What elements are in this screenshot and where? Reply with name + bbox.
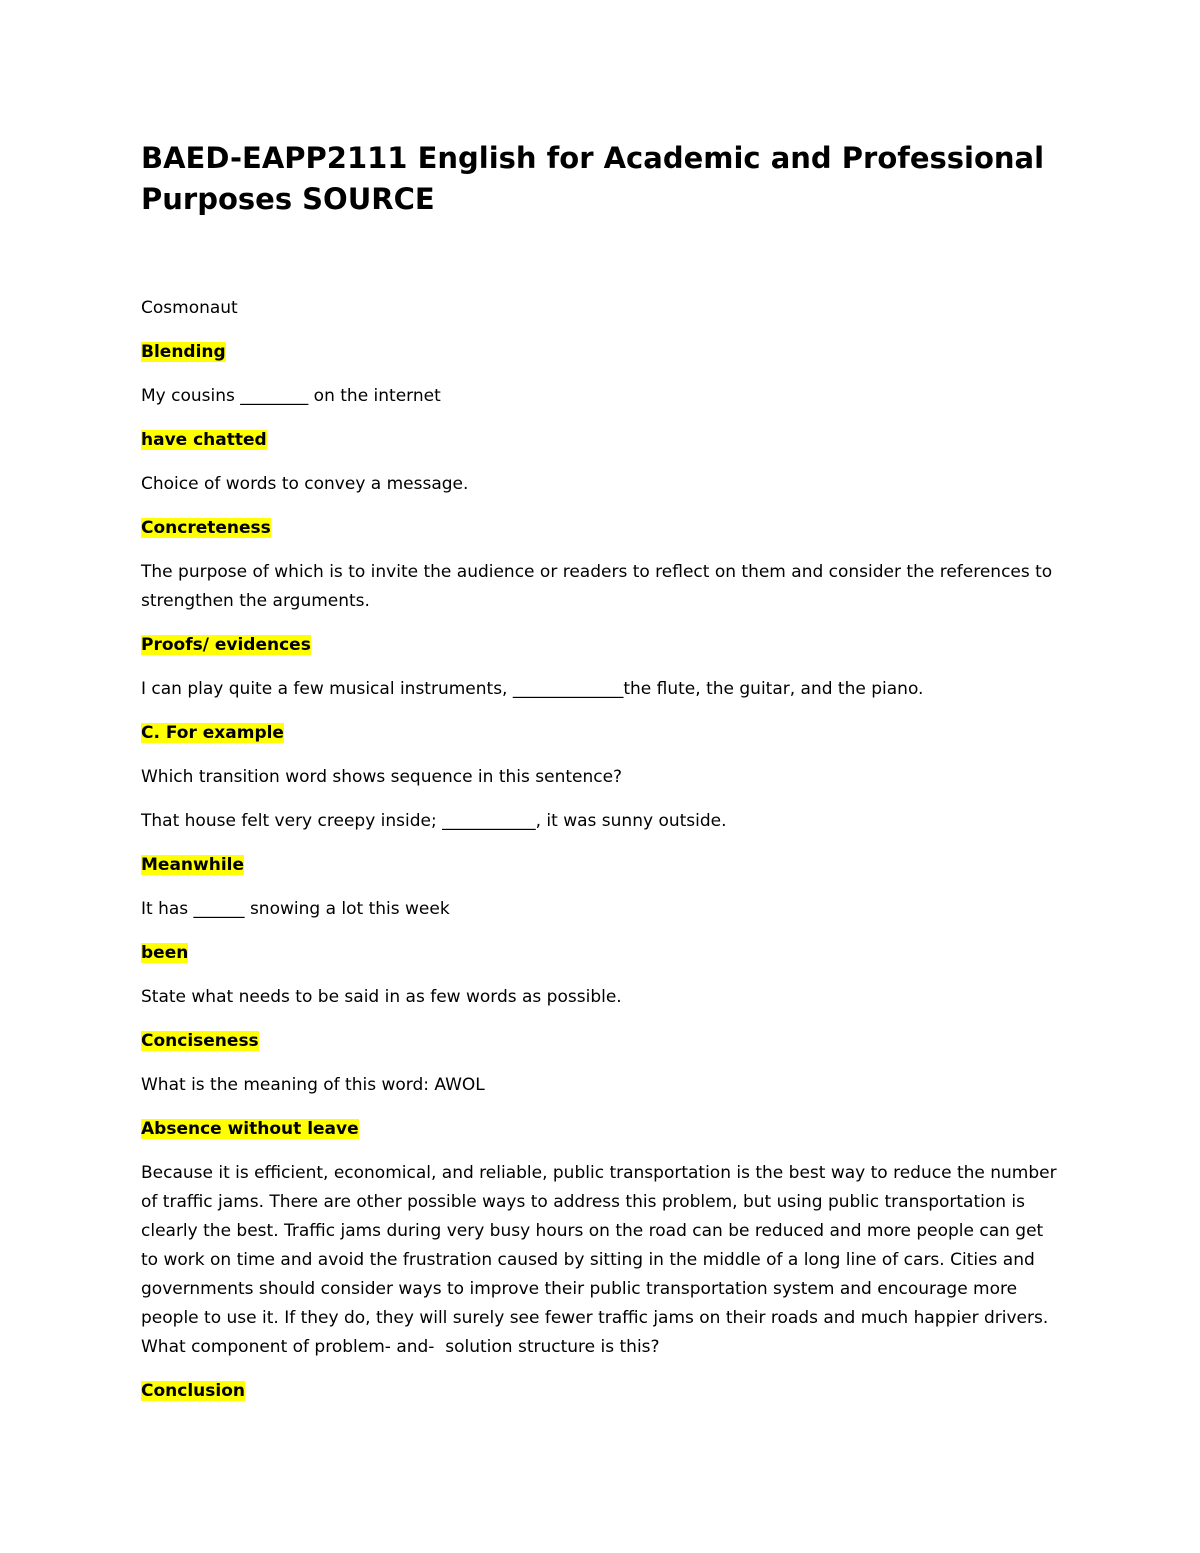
question-text: Because it is efficient, economical, and reliable, public transportation is the best way to reduce the number of traffic jams. There are other possible ways to address this problem, but using public transportation is clearly the best. Traffic jams during very busy hours on the road can be reduced and more people can get to work on time and avoid the frustration caused by sitting in the middle of a long line of cars. Cities and governments should consider ways to improve their public transportation system and encourage more people to use it. If they do, they will surely see fewer traffic jams on their roads and much happier drivers. What component of problem- and- solution structure is this? bbox=[141, 1163, 1063, 1357]
answer-highlight: Absence without leave bbox=[141, 1119, 359, 1139]
document-page bbox=[141, 138, 1061, 1421]
question-text: I can play quite a few musical instruments, _____________the flute, the guitar, and the piano. bbox=[141, 679, 924, 699]
answer-highlight: been bbox=[141, 943, 189, 963]
answer-text bbox=[141, 719, 1061, 748]
answer-text bbox=[141, 1377, 1061, 1406]
question-text: State what needs to be said in as few words as possible. bbox=[141, 987, 622, 1007]
answer-text bbox=[141, 939, 1061, 968]
answer-text bbox=[141, 338, 1061, 367]
answer-highlight: C. For example bbox=[141, 723, 284, 743]
question-text: It has ______ snowing a lot this week bbox=[141, 899, 450, 919]
answer-highlight: Meanwhile bbox=[141, 855, 245, 875]
answer-highlight: Proofs/ evidences bbox=[141, 635, 311, 655]
question-text: What is the meaning of this word: AWOL bbox=[141, 1075, 485, 1095]
answer-highlight: Concreteness bbox=[141, 518, 271, 538]
answer-text bbox=[141, 851, 1061, 880]
document-title: BAED-EAPP2111 English for Academic and Professional Purposes SOURCE bbox=[141, 141, 1045, 216]
question-text: That house felt very creepy inside; ___________, it was sunny outside. bbox=[141, 811, 727, 831]
answer-text bbox=[141, 1115, 1061, 1144]
answer-highlight: have chatted bbox=[141, 430, 267, 450]
answer-text bbox=[141, 426, 1061, 455]
question-text: Choice of words to convey a message. bbox=[141, 474, 469, 494]
question-text: My cousins ________ on the internet bbox=[141, 386, 441, 406]
answer-text bbox=[141, 1027, 1061, 1056]
question-text: The purpose of which is to invite the audience or readers to reflect on them and consider the references to strengthen the arguments. bbox=[141, 562, 1058, 611]
answer-highlight: Blending bbox=[141, 342, 226, 362]
answer-highlight: Conclusion bbox=[141, 1381, 245, 1401]
answer-highlight: Conciseness bbox=[141, 1031, 259, 1051]
question-text: Which transition word shows sequence in this sentence? bbox=[141, 767, 623, 787]
answer-text bbox=[141, 514, 1061, 543]
answer-text bbox=[141, 631, 1061, 660]
question-text: Cosmonaut bbox=[141, 298, 238, 318]
